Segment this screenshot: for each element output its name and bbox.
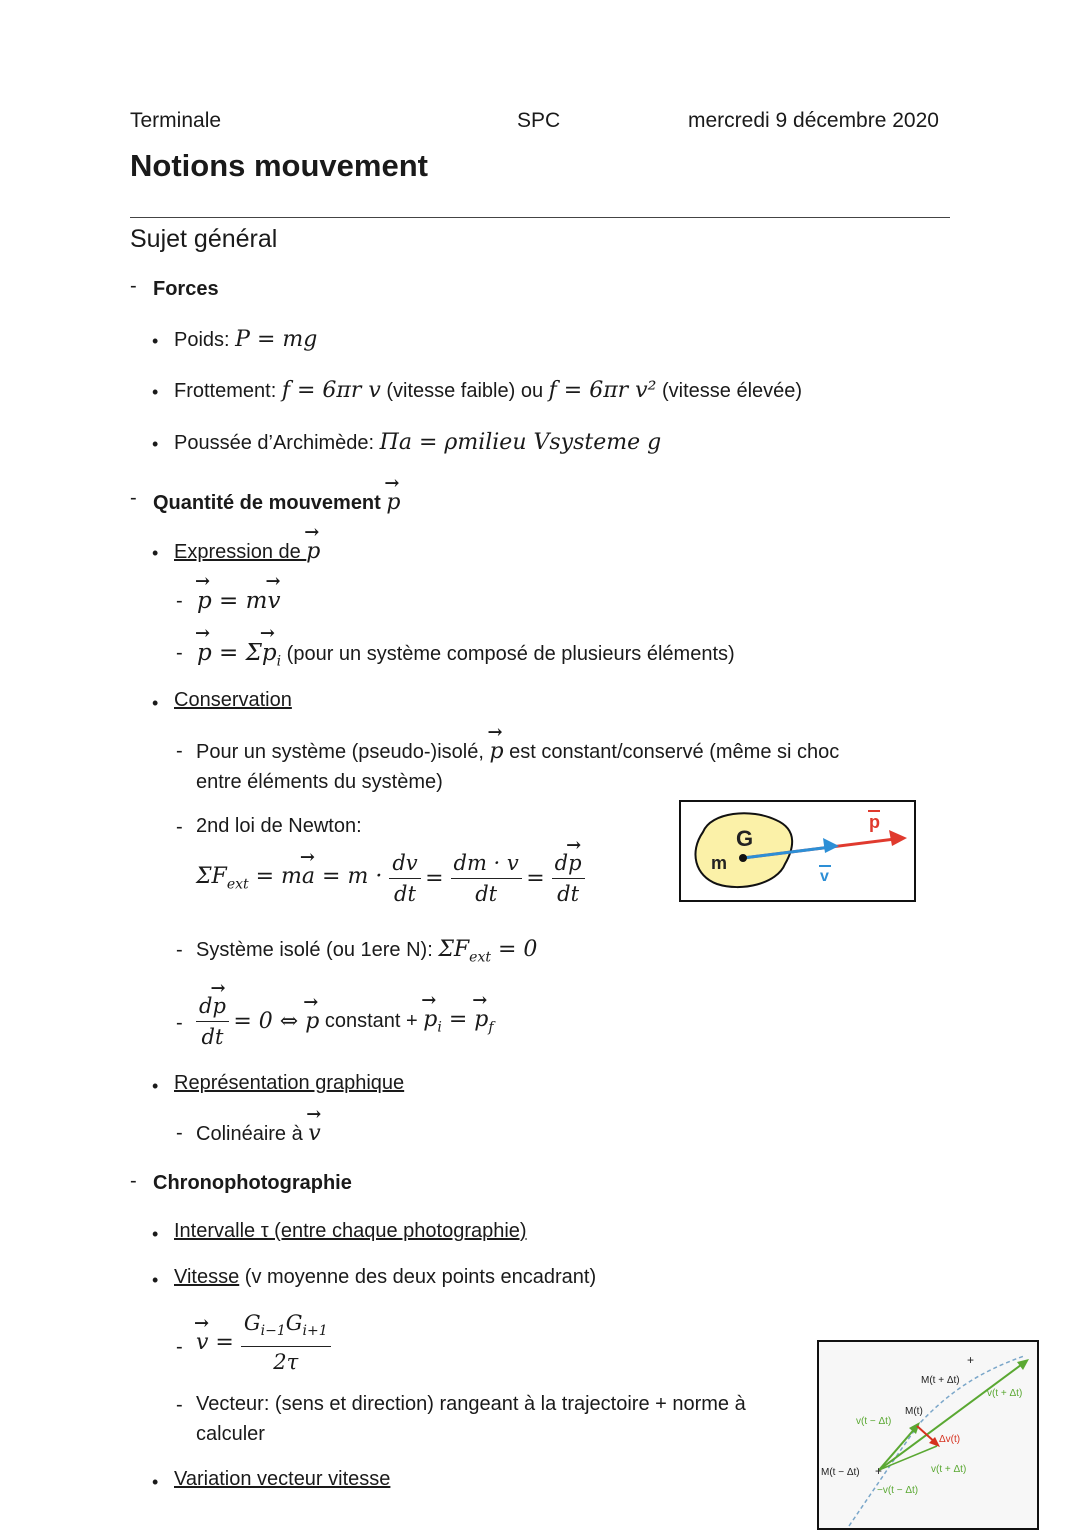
item-intervalle: Intervalle τ (entre chaque photographie) xyxy=(174,1220,527,1242)
expression-label: Expression de xyxy=(174,541,307,563)
header-level: Terminale xyxy=(130,109,222,132)
velocity-variation-figure xyxy=(817,1340,1039,1530)
dash-marker: - xyxy=(176,642,183,664)
svg-text:+: + xyxy=(967,1353,975,1367)
item-expression xyxy=(174,539,320,564)
bullet-icon: • xyxy=(152,331,159,351)
conservation-line-1: Pour un système (pseudo-)isolé, → p est constant/conservé (même si choc xyxy=(196,739,839,764)
dash-marker: - xyxy=(176,590,183,612)
heading-forces: Forces xyxy=(153,278,219,300)
bullet-icon: • xyxy=(152,1472,159,1492)
label-v: v xyxy=(820,868,829,885)
v-arrowhead xyxy=(823,838,839,853)
dash-marker: - xyxy=(130,487,137,509)
colineaire-line: Colinéaire à → v xyxy=(196,1121,321,1146)
heading-quantite xyxy=(153,490,400,515)
bullet-icon: • xyxy=(152,1076,159,1096)
dash-marker: - xyxy=(176,1012,183,1034)
momentum-figure xyxy=(679,800,916,902)
archimede-label: Poussée d’Archimède: xyxy=(174,432,380,454)
expr-p-mv: → p = m→ v xyxy=(197,588,280,614)
label-m-t: M(t) xyxy=(905,1406,923,1417)
bullet-icon: • xyxy=(152,693,159,713)
poids-formula: P = mg xyxy=(235,327,318,352)
vitesse-label: Vitesse xyxy=(174,1266,240,1288)
vitesse-note: (v moyenne des deux points encadrant) xyxy=(239,1266,597,1288)
item-poids xyxy=(174,327,317,352)
svg-text:+: + xyxy=(875,1464,883,1478)
conservation-formula: $\frac{d\to p}{dt}$ = 0 ⇔ → p constant + → $p_i$ = → $p_f$ xyxy=(196,991,494,1052)
label-m-plus: M(t + Δt) xyxy=(921,1375,960,1386)
label-v-plus-top: v(t + Δt) xyxy=(987,1388,1023,1399)
v-minus-arrow xyxy=(879,1426,917,1470)
item-frottement xyxy=(174,378,802,403)
p-arrowhead xyxy=(889,830,907,846)
dash-marker: - xyxy=(130,275,137,297)
p-vector-symbol: → p xyxy=(386,490,400,515)
heading-quantite-label: Quantité de mouvement xyxy=(153,492,387,514)
item-variation: Variation vecteur vitesse xyxy=(174,1468,391,1490)
vecteur-line-2: calculer xyxy=(196,1423,265,1445)
colineaire-text: Colinéaire à xyxy=(196,1123,309,1145)
constant-text: constant + xyxy=(319,1010,424,1032)
archimede-formula: Πa = ρmilieu Vsysteme g xyxy=(379,430,662,455)
p-vector-symbol: → p xyxy=(306,539,320,564)
expr-p-sum: → $p = \Sigma\to p_i$ (pour un système composé de plusieurs éléments) xyxy=(197,640,735,670)
bullet-icon: • xyxy=(152,434,159,454)
dash-marker: - xyxy=(176,939,183,961)
title-divider xyxy=(130,217,950,218)
header-date: mercredi 9 décembre 2020 xyxy=(688,109,939,132)
dash-marker: - xyxy=(176,1336,183,1358)
label-delta-v: Δv(t) xyxy=(939,1434,961,1445)
frottement-note-2: (vitesse élevée) xyxy=(656,380,803,402)
poids-label: Poids: xyxy=(174,329,236,351)
isole-text: Système isolé (ou 1ere N): xyxy=(196,939,439,961)
conservation-text-2: est constant/conservé (même si choc xyxy=(503,741,840,763)
bullet-icon: • xyxy=(152,382,159,402)
bullet-icon: • xyxy=(152,543,159,563)
bullet-icon: • xyxy=(152,1224,159,1244)
dash-marker: - xyxy=(176,1394,183,1416)
label-g: G xyxy=(736,826,754,851)
dash-marker: - xyxy=(176,1122,183,1144)
vecteur-line-1: Vecteur: (sens et direction) rangeant à la trajectoire + norme à xyxy=(196,1393,746,1415)
newton-label: 2nd loi de Newton: xyxy=(196,815,362,837)
label-v-plus-bottom: v(t + Δt) xyxy=(931,1464,967,1475)
momentum-diagram xyxy=(681,802,914,900)
label-m-minus: M(t − Δt) xyxy=(821,1467,860,1478)
item-vitesse xyxy=(174,1266,596,1289)
header-subject: SPC xyxy=(517,109,561,132)
center-point xyxy=(739,854,747,862)
conservation-text-1: Pour un système (pseudo-)isolé, xyxy=(196,741,490,763)
label-neg-v-minus: −v(t − Δt) xyxy=(877,1485,919,1496)
frottement-note-1: (vitesse faible) ou xyxy=(380,380,549,402)
item-representation: Représentation graphique xyxy=(174,1072,405,1094)
frottement-formula-1: f = 6πr v xyxy=(281,378,381,403)
velocity-variation-diagram xyxy=(819,1342,1037,1528)
section-subtitle: Sujet général xyxy=(130,225,278,253)
dash-marker: - xyxy=(176,816,183,838)
label-p: p xyxy=(869,812,880,832)
label-m: m xyxy=(711,853,728,873)
vitesse-formula: → v = $\frac{G_{i-1}G_{i+1}}{2\tau}$ xyxy=(196,1308,331,1377)
bullet-icon: • xyxy=(152,1270,159,1290)
frottement-formula-2: f = 6πr v² xyxy=(548,378,657,403)
isole-line: Système isolé (ou 1ere N): $\Sigma F_{ext} = 0$ xyxy=(196,937,538,966)
heading-chrono: Chronophotographie xyxy=(153,1172,352,1194)
page-title: Notions mouvement xyxy=(130,148,428,183)
newton-formula: $\Sigma F_{ext} = m\to a = m$ · $\frac{dv}{dt}$ = $\frac{dm \cdot v}{dt}$ = $\frac{d\to p}{dt}$ xyxy=(196,848,585,909)
item-conservation: Conservation xyxy=(174,689,292,711)
conservation-line-2: entre éléments du système) xyxy=(196,771,443,793)
dash-marker: - xyxy=(130,1170,137,1192)
frottement-label: Frottement: xyxy=(174,380,282,402)
item-archimede xyxy=(174,430,661,455)
label-v-minus: v(t − Δt) xyxy=(856,1416,892,1427)
expr-sum-note: (pour un système composé de plusieurs éléments) xyxy=(281,643,735,665)
dash-marker: - xyxy=(176,740,183,762)
